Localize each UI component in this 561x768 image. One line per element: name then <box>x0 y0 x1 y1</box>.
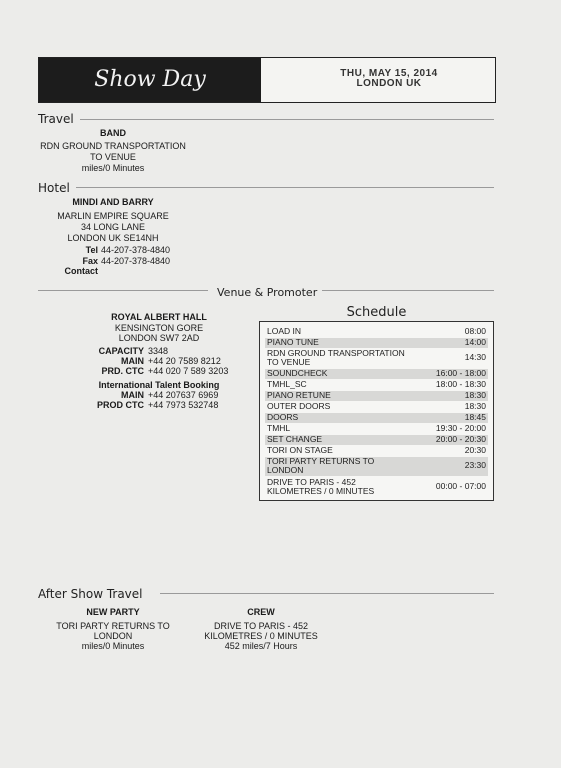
travel-heading: Travel <box>38 112 74 126</box>
travel-line1: RDN GROUND TRANSPORTATION <box>40 141 186 151</box>
show-date: THU, MAY 15, 2014 <box>340 68 438 79</box>
promoter-main-label: MAIN <box>121 390 144 400</box>
schedule-activity: SOUNDCHECK <box>267 368 328 378</box>
crew-label: CREW <box>247 607 275 617</box>
travel-party: BAND <box>100 128 126 138</box>
venue-main-label: MAIN <box>121 356 144 366</box>
show-day-header <box>38 57 496 103</box>
show-city: LONDON UK <box>356 78 422 89</box>
hotel-divider <box>76 187 494 188</box>
schedule-row <box>265 380 488 390</box>
schedule-time: 18:30 <box>464 401 486 411</box>
schedule-time: 14:00 <box>464 337 486 347</box>
promoter-name: International Talent Booking <box>98 380 220 390</box>
hotel-city: LONDON UK SE14NH <box>67 233 159 243</box>
schedule-table <box>259 321 494 501</box>
travel-line3: miles/0 Minutes <box>81 163 145 173</box>
schedule-row <box>265 402 488 412</box>
crew-line3: 452 miles/7 Hours <box>224 641 298 651</box>
schedule-time: 18:00 - 18:30 <box>435 379 486 389</box>
schedule-time: 16:00 - 18:00 <box>435 368 486 378</box>
schedule-row <box>265 424 488 434</box>
schedule-row <box>265 349 488 368</box>
travel-divider <box>80 119 494 120</box>
schedule-activity: TMHL <box>267 423 291 433</box>
after-show-heading: After Show Travel <box>38 587 143 601</box>
venue-capacity-label: CAPACITY <box>98 346 144 356</box>
schedule-time: 20:00 - 20:30 <box>435 434 486 444</box>
hotel-fax: 44-207-378-4840 <box>101 256 171 266</box>
schedule-row <box>265 435 488 445</box>
schedule-row <box>265 413 488 423</box>
new-party-line3: miles/0 Minutes <box>81 641 145 651</box>
hotel-tel-label: Tel <box>85 245 98 255</box>
schedule-time: 23:30 <box>464 460 486 470</box>
schedule-time: 18:30 <box>464 390 486 400</box>
new-party-line1: TORI PARTY RETURNS TO <box>56 621 170 631</box>
schedule-row <box>265 446 488 456</box>
page-title: Show Day <box>94 67 206 92</box>
crew-line1: DRIVE TO PARIS - 452 <box>213 621 309 631</box>
schedule-activity: TMHL_SC <box>267 379 307 389</box>
hotel-party: MINDI AND BARRY <box>72 197 154 207</box>
schedule-activity: OUTER DOORS <box>267 401 331 411</box>
schedule-row <box>265 457 488 476</box>
venue-city: LONDON SW7 2AD <box>118 333 200 343</box>
schedule-time: 14:30 <box>464 352 486 362</box>
schedule-row <box>265 369 488 379</box>
schedule-row <box>265 478 488 497</box>
schedule-activity: LOAD IN <box>267 326 302 336</box>
new-party-line2: LONDON <box>93 631 133 641</box>
venue-prdctc-phone: +44 020 7 589 3203 <box>148 366 229 376</box>
after-show-divider <box>160 593 494 594</box>
schedule-activity: PIANO RETUNE <box>267 390 331 400</box>
crew-line2: KILOMETRES / 0 MINUTES <box>204 631 318 641</box>
schedule-time: 20:30 <box>464 445 486 455</box>
venue-prdctc-label: PRD. CTC <box>101 366 144 376</box>
schedule-time: 00:00 - 07:00 <box>435 481 486 491</box>
promoter-main-phone: +44 207637 6969 <box>148 390 219 400</box>
venue-capacity: 3348 <box>148 346 169 356</box>
schedule-row <box>265 327 488 337</box>
hotel-fax-label: Fax <box>82 256 98 266</box>
schedule-time: 19:30 - 20:00 <box>435 423 486 433</box>
schedule-activity: RDN GROUND TRANSPORTATION TO VENUE <box>267 348 405 367</box>
schedule-activity: PIANO TUNE <box>267 337 319 347</box>
promoter-ctc-label: PROD CTC <box>97 400 144 410</box>
new-party-label: NEW PARTY <box>86 607 140 617</box>
venue-divider-right <box>322 290 494 291</box>
schedule-activity: DOORS <box>267 412 299 422</box>
hotel-tel: 44-207-378-4840 <box>101 245 171 255</box>
schedule-time: 08:00 <box>464 326 486 336</box>
schedule-row <box>265 391 488 401</box>
venue-heading: Venue & Promoter <box>217 286 318 299</box>
schedule-activity: TORI ON STAGE <box>267 445 333 455</box>
hotel-street: 34 LONG LANE <box>80 222 146 232</box>
schedule-activity: DRIVE TO PARIS - 452 KILOMETRES / 0 MINUTES <box>267 477 375 496</box>
travel-line2: TO VENUE <box>90 152 136 162</box>
venue-divider-left <box>38 290 208 291</box>
schedule-activity: SET CHANGE <box>267 434 323 444</box>
schedule-activity: TORI PARTY RETURNS TO LONDON <box>267 456 375 475</box>
venue-name: ROYAL ALBERT HALL <box>111 312 207 322</box>
hotel-heading: Hotel <box>38 181 70 195</box>
hotel-contact-label: Contact <box>64 266 98 276</box>
schedule-time: 18:45 <box>464 412 486 422</box>
venue-street: KENSINGTON GORE <box>114 323 204 333</box>
schedule-row <box>265 338 488 348</box>
promoter-ctc-phone: +44 7973 532748 <box>148 400 219 410</box>
hotel-name: MARLIN EMPIRE SQUARE <box>57 211 169 221</box>
venue-main-phone: +44 20 7589 8212 <box>148 356 221 366</box>
schedule-heading: Schedule <box>346 305 407 320</box>
